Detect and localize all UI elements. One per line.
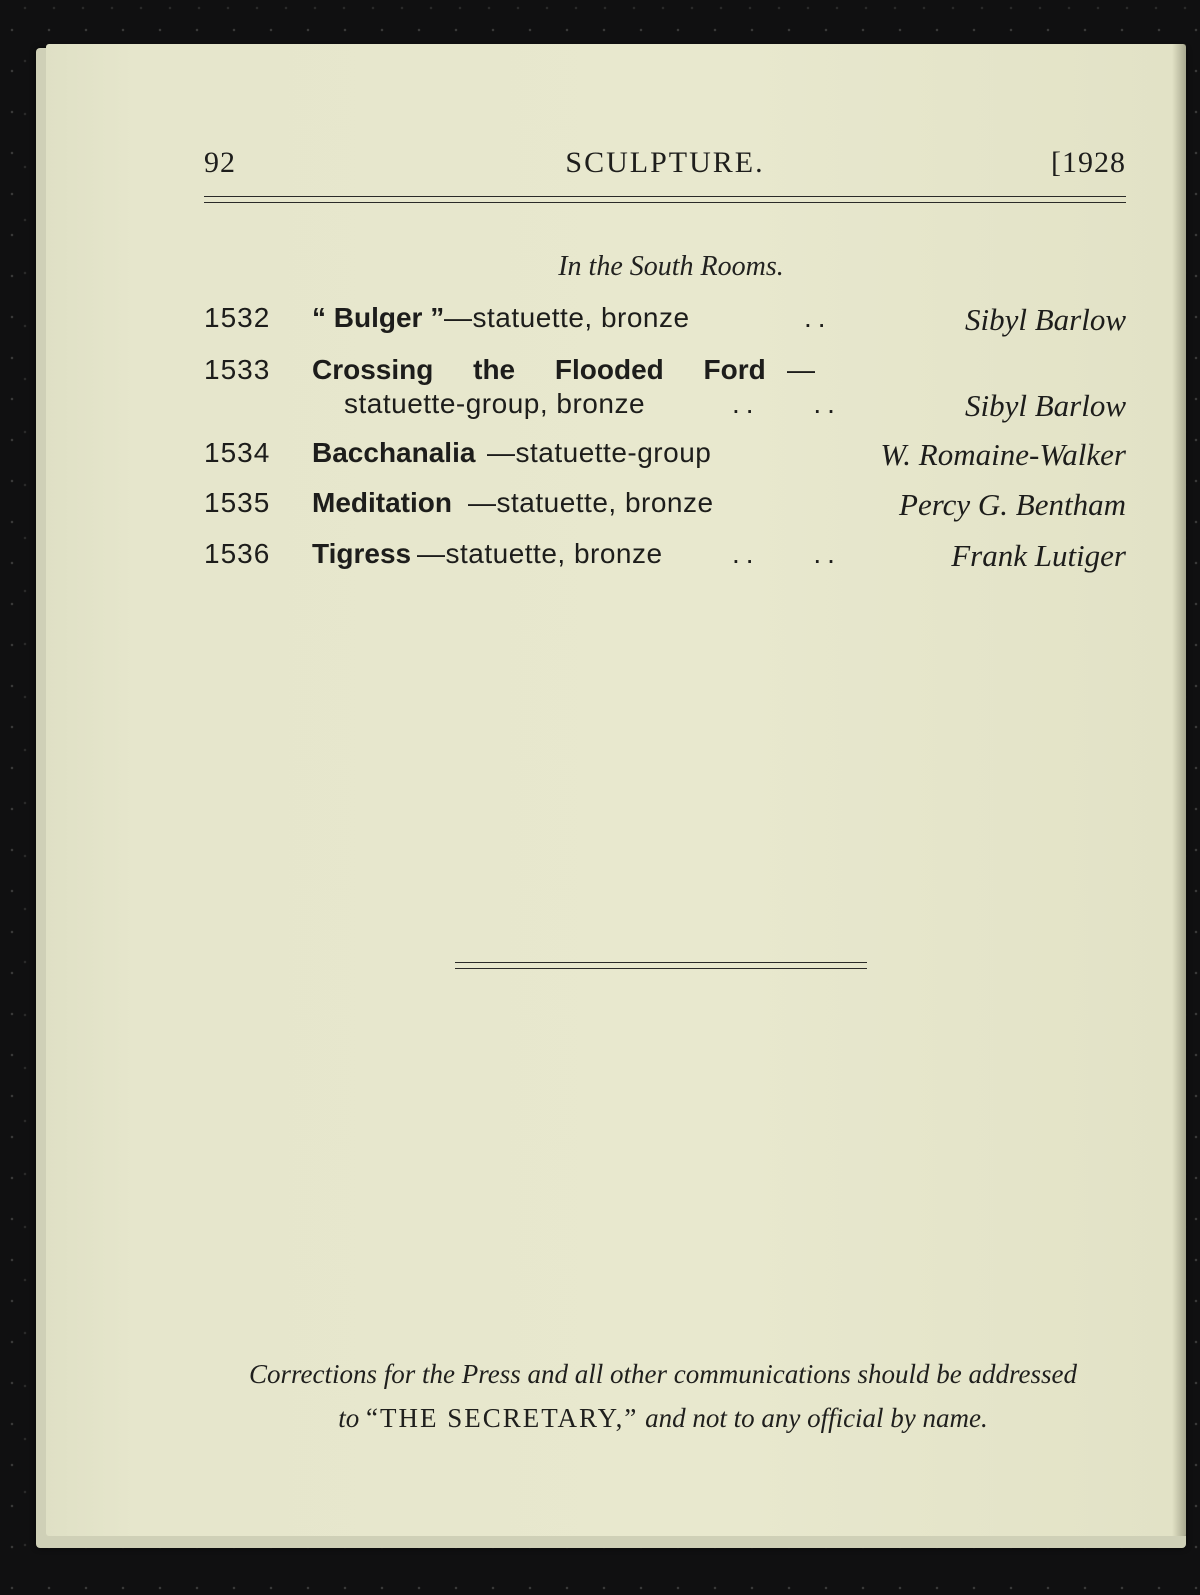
entry-title: Crossing the Flooded Ford <box>312 354 766 385</box>
running-head: SCULPTURE. <box>565 146 765 179</box>
footer-line-2 <box>200 1396 1126 1440</box>
footer-line-1: Corrections for the Press and all other communications should be addressed <box>249 1359 1077 1389</box>
page-header <box>204 146 1126 186</box>
entry-number: 1534 <box>204 437 271 468</box>
year-label: [1928 <box>1051 146 1126 179</box>
entry-description: —statuette, bronze <box>444 302 690 333</box>
footer-secretary: “THE SECRETARY,” <box>365 1403 639 1433</box>
artist-name: Sibyl Barlow <box>964 388 1126 423</box>
entry-description: — <box>787 354 816 385</box>
artist-name: Percy G. Bentham <box>899 487 1126 522</box>
entry-description: —statuette, bronze <box>468 487 714 518</box>
entry-number: 1535 <box>204 487 271 518</box>
artist-name: W. Romaine-Walker <box>880 437 1126 472</box>
footer-line-2-suffix: and not to any official by name. <box>645 1403 988 1433</box>
footer-note <box>200 1352 1126 1440</box>
footer-line-2-prefix: to <box>338 1403 360 1433</box>
entry-title: “ Bulger ” <box>312 302 445 333</box>
section-end-rule <box>455 962 867 969</box>
entry-description-continued: statuette-group, bronze <box>344 388 646 419</box>
entry-number: 1533 <box>204 354 271 385</box>
section-heading: In the South Rooms. <box>558 251 784 282</box>
artist-name: Sibyl Barlow <box>964 302 1126 337</box>
entry-description: —statuette-group <box>487 437 712 468</box>
artist-name: Frank Lutiger <box>951 538 1126 573</box>
entry-number: 1532 <box>204 302 271 333</box>
entry-number: 1536 <box>204 538 271 569</box>
leader-dots: .. <box>804 302 832 333</box>
entry-description: —statuette, bronze <box>417 538 663 569</box>
page-gutter-shadow <box>1172 44 1186 1536</box>
list-item <box>204 354 1126 424</box>
entry-title: Meditation <box>312 487 452 518</box>
entry-title: Bacchanalia <box>312 437 476 468</box>
leader-dots: .. .. <box>732 538 841 569</box>
header-double-rule <box>204 196 1126 203</box>
page-number: 92 <box>204 146 236 179</box>
leader-dots: .. .. <box>732 388 841 419</box>
entry-title: Tigress <box>312 538 412 569</box>
